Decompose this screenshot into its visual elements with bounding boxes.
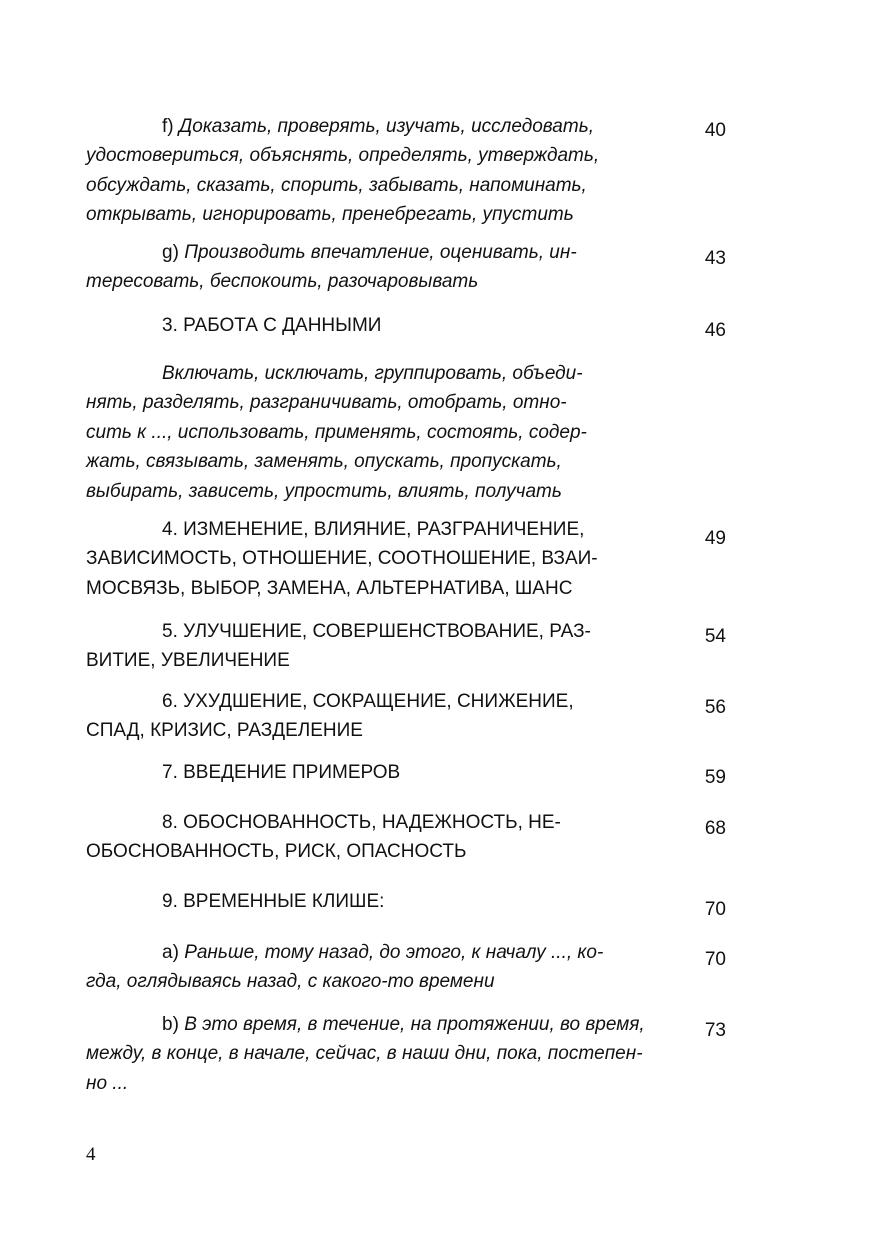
toc-entry-section-9 xyxy=(86,887,652,916)
toc-entry-section-3 xyxy=(86,311,652,340)
toc-entry-a: a) Раньше, тому назад, до этого, к началу ..., ко- гда, оглядываясь назад, с какого-то времени xyxy=(86,942,604,993)
page-number: 40 xyxy=(704,120,726,141)
page-number: 49 xyxy=(704,528,726,549)
entry-text: 7. ВВЕДЕНИЕ ПРИМЕРОВ xyxy=(162,762,401,783)
page-number: 70 xyxy=(704,899,726,920)
toc-entry-section-7 xyxy=(86,758,652,787)
toc-entry-section-5: 5. УЛУЧШЕНИЕ, СОВЕРШЕНСТВОВАНИЕ, РАЗ- ВИТИЕ, УВЕЛИЧЕНИЕ xyxy=(86,621,591,672)
page-number: 59 xyxy=(704,767,726,788)
toc-entry-section-4: 4. ИЗМЕНЕНИЕ, ВЛИЯНИЕ, РАЗГРАНИЧЕНИЕ, ЗАВИСИМОСТЬ, ОТНОШЕНИЕ, СООТНОШЕНИЕ, ВЗАИ- МОСВЯЗЬ, ВЫБОР, ЗАМЕНА, АЛЬТЕРНАТИВА, ШАНС xyxy=(86,519,598,599)
toc-entry-f: f) Доказать, проверять, изучать, исследовать, удостовериться, объяснять, определять, утверждать, обсуждать, сказать, спорить, забывать, напоминать, открывать, игнорировать, пренебрегать, упустить xyxy=(86,116,600,226)
entry-text: 3. РАБОТА С ДАННЫМИ xyxy=(162,315,382,336)
entry-label: b) xyxy=(162,1014,179,1035)
toc-entry-section-3-terms: Включать, исключать, группировать, объеди- нять, разделять, разграничивать, отобрать, отно- сить к ..., использовать, применять, состоять, содер- жать, связывать, заменять, опускать, пропускать, выбирать, зависеть, упростить, влиять, получать xyxy=(86,363,587,502)
page-number: 56 xyxy=(704,697,726,718)
entry-label: g) xyxy=(162,242,179,263)
toc-entry-section-8: 8. ОБОСНОВАННОСТЬ, НАДЕЖНОСТЬ, НЕ- ОБОСНОВАННОСТЬ, РИСК, ОПАСНОСТЬ xyxy=(86,812,561,863)
page-number: 54 xyxy=(704,626,726,647)
page-number: 43 xyxy=(704,248,726,269)
page-footer-number: 4 xyxy=(86,1144,96,1165)
entry-label: f) xyxy=(162,116,174,137)
entry-label: a) xyxy=(162,942,179,963)
page-number: 46 xyxy=(704,320,726,341)
page-number: 68 xyxy=(704,818,726,839)
toc-entry-b: b) В это время, в течение, на протяжении, во время, между, в конце, в начале, сейчас, в наши дни, пока, постепен- но ... xyxy=(86,1014,645,1094)
toc-entry-g: g) Производить впечатление, оценивать, ин- тересовать, беспокоить, разочаровывать xyxy=(86,242,577,293)
toc-entry-section-6: 6. УХУДШЕНИЕ, СОКРАЩЕНИЕ, СНИЖЕНИЕ, СПАД, КРИЗИС, РАЗДЕЛЕНИЕ xyxy=(86,691,574,742)
page-number: 70 xyxy=(704,949,726,970)
page-number: 73 xyxy=(704,1020,726,1041)
entry-text: 9. ВРЕМЕННЫЕ КЛИШЕ: xyxy=(162,891,385,912)
